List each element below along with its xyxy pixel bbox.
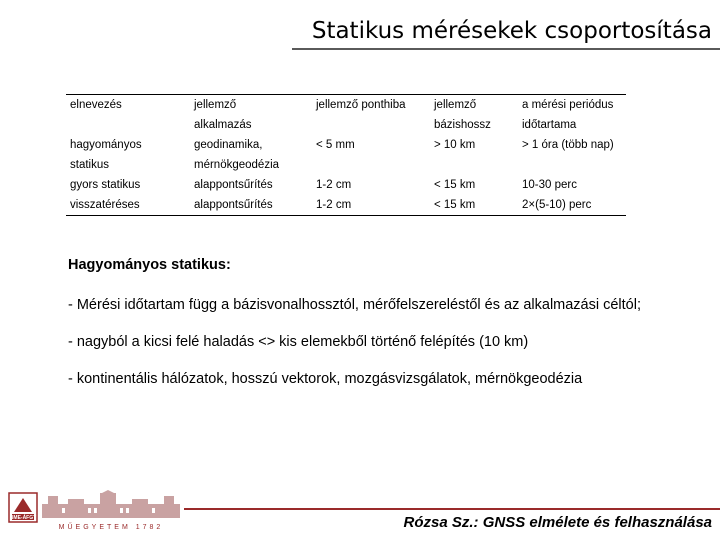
table-row [66, 195, 626, 216]
table-cell: 10-30 perc [522, 179, 577, 191]
table-cell: > 10 km [434, 139, 476, 151]
table-header-row-2 [66, 115, 626, 135]
bullet-item: - Mérési időtartam függ a bázisvonalhossztól, mérőfelszereléstől és az alkalmazási céltól; [68, 297, 641, 313]
title-divider [292, 48, 720, 50]
logo-badge-text: BME-ÁFGT [9, 515, 37, 521]
section-heading: Hagyományos statikus: [68, 257, 231, 273]
table-cell: geodinamika, [194, 139, 263, 151]
table-header-row-1 [66, 95, 626, 116]
table-header-cell: bázishossz [434, 119, 491, 131]
table-header-cell: időtartama [522, 119, 577, 131]
bullet-item: - kontinentális hálózatok, hosszú vektorok, mozgásvizsgálatok, mérnökgeodézia [68, 371, 583, 387]
table-row [66, 175, 626, 195]
table-row [66, 155, 626, 175]
course-footer: Rózsa Sz.: GNSS elmélete és felhasználása [403, 514, 712, 531]
table-cell: alappontsűrítés [194, 179, 273, 191]
table-header-cell: elnevezés [66, 95, 190, 116]
measurement-table [66, 94, 626, 216]
table-header-cell: a mérési periódus [518, 95, 626, 116]
bullet-item: - nagyból a kicsi felé haladás <> kis elemekből történő felépítés (10 km) [68, 334, 529, 350]
table-header-cell: jellemző [190, 95, 312, 116]
table-header-cell [312, 115, 430, 135]
table-cell: mérnökgeodézia [194, 159, 280, 171]
table-cell: gyors statikus [70, 179, 141, 191]
table-cell: < 15 km [430, 195, 518, 216]
table-header-cell: jellemző ponthiba [312, 95, 430, 116]
description-section [68, 255, 668, 406]
table-header-cell: alkalmazás [194, 119, 252, 131]
table-header-cell: jellemző [430, 95, 518, 116]
table-cell: > 1 óra (több nap) [522, 139, 614, 151]
table-cell: visszatéréses [66, 195, 190, 216]
university-logo [8, 490, 184, 532]
table-cell: hagyományos [70, 139, 142, 151]
table-cell [518, 155, 626, 175]
table-cell: 1-2 cm [316, 179, 352, 191]
table-cell: < 5 mm [316, 139, 355, 151]
table-cell: alappontsűrítés [190, 195, 312, 216]
logo-caption: MŰEGYETEM 1782 [58, 524, 164, 531]
table-header-cell [66, 115, 190, 135]
table-cell [430, 155, 518, 175]
table-cell [312, 155, 430, 175]
table-row [66, 135, 626, 155]
table-cell: 1-2 cm [312, 195, 430, 216]
building-silhouette-icon [42, 490, 180, 518]
footer-divider [184, 508, 720, 510]
table-cell: 2×(5-10) perc [518, 195, 626, 216]
page-title: Statikus mérésekek csoportosítása [311, 18, 712, 44]
table-cell: statikus [70, 159, 109, 171]
table-cell: < 15 km [434, 179, 476, 191]
